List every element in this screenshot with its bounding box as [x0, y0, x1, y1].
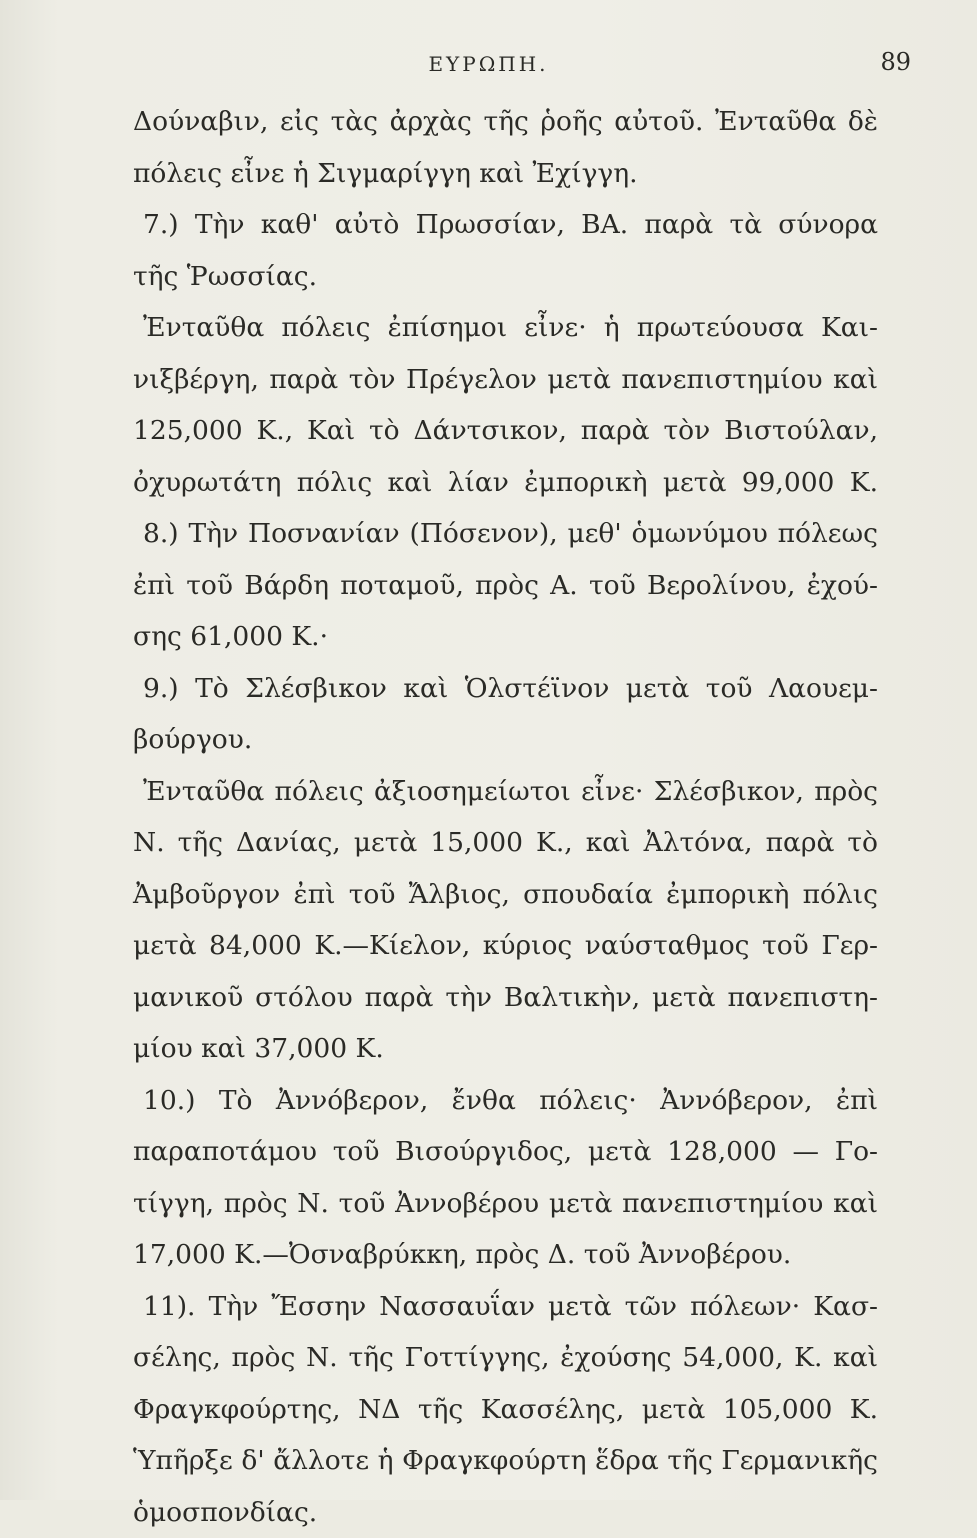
page-header — [0, 48, 977, 84]
text-line: 8.) Τὴν Ποσνανίαν (Πόσενον), μεθ' ὁμωνύμου πόλεως — [133, 508, 878, 560]
page-number: 89 — [880, 48, 911, 76]
text-line: ὀχυρωτάτη πόλις καὶ λίαν ἐμπορικὴ μετὰ 99,000 Κ. — [133, 457, 878, 509]
text-line: μανικοῦ στόλου παρὰ τὴν Βαλτικὴν, μετὰ πανεπιστη- — [133, 972, 878, 1024]
text-line: τίγγη, πρὸς Ν. τοῦ Ἀννοβέρου μετὰ πανεπιστημίου καὶ — [133, 1178, 878, 1230]
text-line: μίου καὶ 37,000 Κ. — [133, 1023, 878, 1075]
text-line: σης 61,000 Κ.· — [133, 611, 878, 663]
text-line: 7.) Τὴν καθ' αὐτὸ Πρωσσίαν, ΒΑ. παρὰ τὰ σύνορα — [133, 199, 878, 251]
body-text — [133, 96, 878, 1538]
text-line: Ἐνταῦθα πόλεις ἀξιοσημείωτοι εἶνε· Σλέσβικον, πρὸς — [133, 766, 878, 818]
text-line: Φραγκφούρτης, ΝΔ τῆς Κασσέλης, μετὰ 105,000 Κ. — [133, 1384, 878, 1436]
text-line: σέλης, πρὸς Ν. τῆς Γοττίγγης, ἐχούσης 54,000, Κ. καὶ — [133, 1332, 878, 1384]
text-line: Δούναβιν, εἰς τὰς ἀρχὰς τῆς ῥοῆς αὐτοῦ. Ἐνταῦθα δὲ — [133, 96, 878, 148]
text-line: νιξβέργη, παρὰ τὸν Πρέγελον μετὰ πανεπιστημίου καὶ — [133, 354, 878, 406]
text-line: μετὰ 84,000 Κ.—Κίελον, κύριος ναύσταθμος τοῦ Γερ- — [133, 920, 878, 972]
text-line: 17,000 Κ.—Ὀσναβρύκκη, πρὸς Δ. τοῦ Ἀννοβέρου. — [133, 1229, 878, 1281]
text-line: βούργου. — [133, 714, 878, 766]
running-head: ΕΥΡΩΠΗ. — [0, 52, 977, 76]
text-line: Ν. τῆς Δανίας, μετὰ 15,000 Κ., καὶ Ἀλτόνα, παρὰ τὸ — [133, 817, 878, 869]
text-line: ὁμοσπονδίας. — [133, 1487, 878, 1538]
text-line: ἐπὶ τοῦ Βάρδη ποταμοῦ, πρὸς Α. τοῦ Βερολίνου, ἐχού- — [133, 560, 878, 612]
text-line: τῆς Ῥωσσίας. — [133, 251, 878, 303]
text-line: 10.) Τὸ Ἀννόβερον, ἔνθα πόλεις· Ἀννόβερον, ἐπὶ — [133, 1075, 878, 1127]
text-line: Ἐνταῦθα πόλεις ἐπίσημοι εἶνε· ἡ πρωτεύουσα Και- — [133, 302, 878, 354]
text-line: 125,000 Κ., Καὶ τὸ Δάντσικον, παρὰ τὸν Βιστούλαν, — [133, 405, 878, 457]
text-line: πόλεις εἶνε ἡ Σιγμαρίγγη καὶ Ἐχίγγη. — [133, 148, 878, 200]
text-line: Ἀμβοῦργον ἐπὶ τοῦ Ἄλβιος, σπουδαία ἐμπορικὴ πόλις — [133, 869, 878, 921]
text-line: 9.) Τὸ Σλέσβικον καὶ Ὁλστέϊνον μετὰ τοῦ Λαουεμ- — [133, 663, 878, 715]
text-line: 11). Τὴν Ἔσσην Νασσαυΐαν μετὰ τῶν πόλεων· Κασ- — [133, 1281, 878, 1333]
text-line: Ὑπῆρξε δ' ἄλλοτε ἡ Φραγκφούρτη ἕδρα τῆς Γερμανικῆς — [133, 1435, 878, 1487]
text-line: παραποτάμου τοῦ Βισούργιδος, μετὰ 128,000 — Γο- — [133, 1126, 878, 1178]
